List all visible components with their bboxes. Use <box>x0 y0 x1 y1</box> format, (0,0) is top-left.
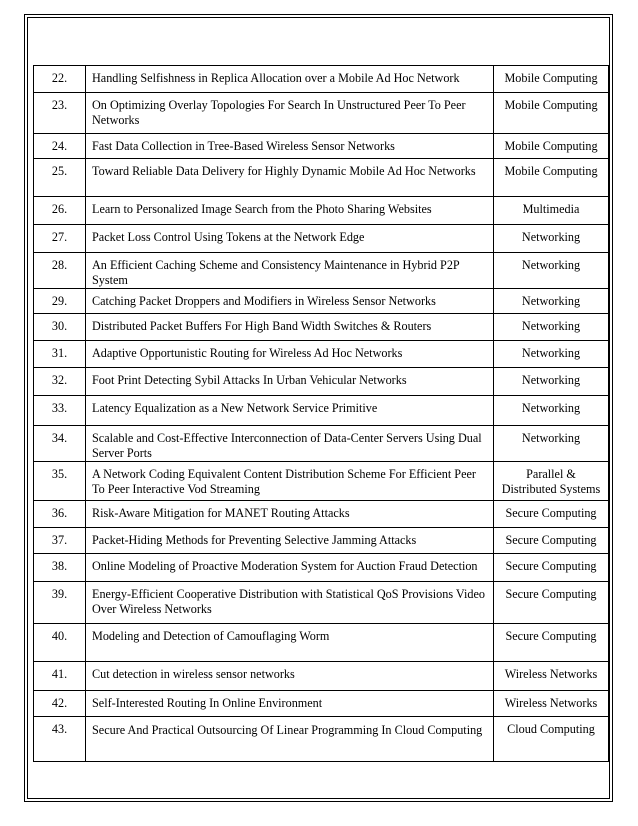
project-domain: Networking <box>494 314 609 341</box>
row-number: 23. <box>34 93 86 134</box>
table-row <box>34 314 609 341</box>
table-row <box>34 197 609 225</box>
table-row <box>34 501 609 528</box>
project-domain: Parallel & Distributed Systems <box>494 462 609 501</box>
table-row <box>34 66 609 93</box>
project-title: Distributed Packet Buffers For High Band Width Switches & Routers <box>86 314 494 341</box>
row-number: 32. <box>34 368 86 396</box>
project-title: Latency Equalization as a New Network Service Primitive <box>86 396 494 426</box>
project-title: Learn to Personalized Image Search from the Photo Sharing Websites <box>86 197 494 225</box>
project-title: Packet Loss Control Using Tokens at the Network Edge <box>86 225 494 253</box>
project-title: Adaptive Opportunistic Routing for Wireless Ad Hoc Networks <box>86 341 494 368</box>
row-number: 41. <box>34 662 86 691</box>
project-title: Catching Packet Droppers and Modifiers in Wireless Sensor Networks <box>86 289 494 314</box>
project-domain: Cloud Computing <box>494 717 609 762</box>
table-row <box>34 691 609 717</box>
row-number: 35. <box>34 462 86 501</box>
table-row <box>34 462 609 501</box>
project-domain: Mobile Computing <box>494 159 609 197</box>
project-title: Scalable and Cost-Effective Interconnection of Data-Center Servers Using Dual Server Ports <box>86 426 494 462</box>
project-domain: Networking <box>494 253 609 289</box>
project-title: Modeling and Detection of Camouflaging Worm <box>86 624 494 662</box>
project-domain: Wireless Networks <box>494 662 609 691</box>
project-table-body <box>34 66 609 762</box>
table-row <box>34 582 609 624</box>
row-number: 31. <box>34 341 86 368</box>
row-number: 26. <box>34 197 86 225</box>
row-number: 24. <box>34 134 86 159</box>
project-title: Self-Interested Routing In Online Environment <box>86 691 494 717</box>
project-domain: Wireless Networks <box>494 691 609 717</box>
row-number: 30. <box>34 314 86 341</box>
table-row <box>34 341 609 368</box>
project-title: An Efficient Caching Scheme and Consistency Maintenance in Hybrid P2P System <box>86 253 494 289</box>
project-domain: Networking <box>494 341 609 368</box>
project-domain: Mobile Computing <box>494 66 609 93</box>
table-row <box>34 159 609 197</box>
project-table <box>33 65 609 762</box>
row-number: 25. <box>34 159 86 197</box>
row-number: 40. <box>34 624 86 662</box>
project-domain: Networking <box>494 289 609 314</box>
project-domain: Secure Computing <box>494 528 609 554</box>
row-number: 36. <box>34 501 86 528</box>
project-domain: Secure Computing <box>494 624 609 662</box>
table-row <box>34 528 609 554</box>
row-number: 27. <box>34 225 86 253</box>
row-number: 42. <box>34 691 86 717</box>
row-number: 34. <box>34 426 86 462</box>
table-row <box>34 396 609 426</box>
project-title: On Optimizing Overlay Topologies For Search In Unstructured Peer To Peer Networks <box>86 93 494 134</box>
project-domain: Secure Computing <box>494 582 609 624</box>
project-title: A Network Coding Equivalent Content Distribution Scheme For Efficient Peer To Peer Interactive Vod Streaming <box>86 462 494 501</box>
table-row <box>34 134 609 159</box>
table-row <box>34 717 609 762</box>
row-number: 38. <box>34 554 86 582</box>
project-domain: Networking <box>494 368 609 396</box>
project-domain: Multimedia <box>494 197 609 225</box>
project-title: Secure And Practical Outsourcing Of Linear Programming In Cloud Computing <box>86 717 494 762</box>
project-domain: Secure Computing <box>494 501 609 528</box>
project-title: Online Modeling of Proactive Moderation System for Auction Fraud Detection <box>86 554 494 582</box>
project-title: Toward Reliable Data Delivery for Highly Dynamic Mobile Ad Hoc Networks <box>86 159 494 197</box>
table-row <box>34 662 609 691</box>
project-title: Cut detection in wireless sensor networks <box>86 662 494 691</box>
project-title: Foot Print Detecting Sybil Attacks In Urban Vehicular Networks <box>86 368 494 396</box>
project-domain: Networking <box>494 426 609 462</box>
row-number: 37. <box>34 528 86 554</box>
project-title: Handling Selfishness in Replica Allocation over a Mobile Ad Hoc Network <box>86 66 494 93</box>
row-number: 39. <box>34 582 86 624</box>
table-row <box>34 426 609 462</box>
project-title: Fast Data Collection in Tree-Based Wireless Sensor Networks <box>86 134 494 159</box>
row-number: 22. <box>34 66 86 93</box>
row-number: 33. <box>34 396 86 426</box>
project-title: Risk-Aware Mitigation for MANET Routing Attacks <box>86 501 494 528</box>
table-row <box>34 93 609 134</box>
project-title: Packet-Hiding Methods for Preventing Selective Jamming Attacks <box>86 528 494 554</box>
project-domain: Secure Computing <box>494 554 609 582</box>
project-domain: Mobile Computing <box>494 134 609 159</box>
row-number: 28. <box>34 253 86 289</box>
row-number: 29. <box>34 289 86 314</box>
table-row <box>34 624 609 662</box>
project-title: Energy-Efficient Cooperative Distribution with Statistical QoS Provisions Video Over Wireless Networks <box>86 582 494 624</box>
table-row <box>34 289 609 314</box>
row-number: 43. <box>34 717 86 762</box>
project-domain: Mobile Computing <box>494 93 609 134</box>
project-domain: Networking <box>494 225 609 253</box>
table-row <box>34 253 609 289</box>
table-row <box>34 554 609 582</box>
project-domain: Networking <box>494 396 609 426</box>
table-row <box>34 225 609 253</box>
table-row <box>34 368 609 396</box>
